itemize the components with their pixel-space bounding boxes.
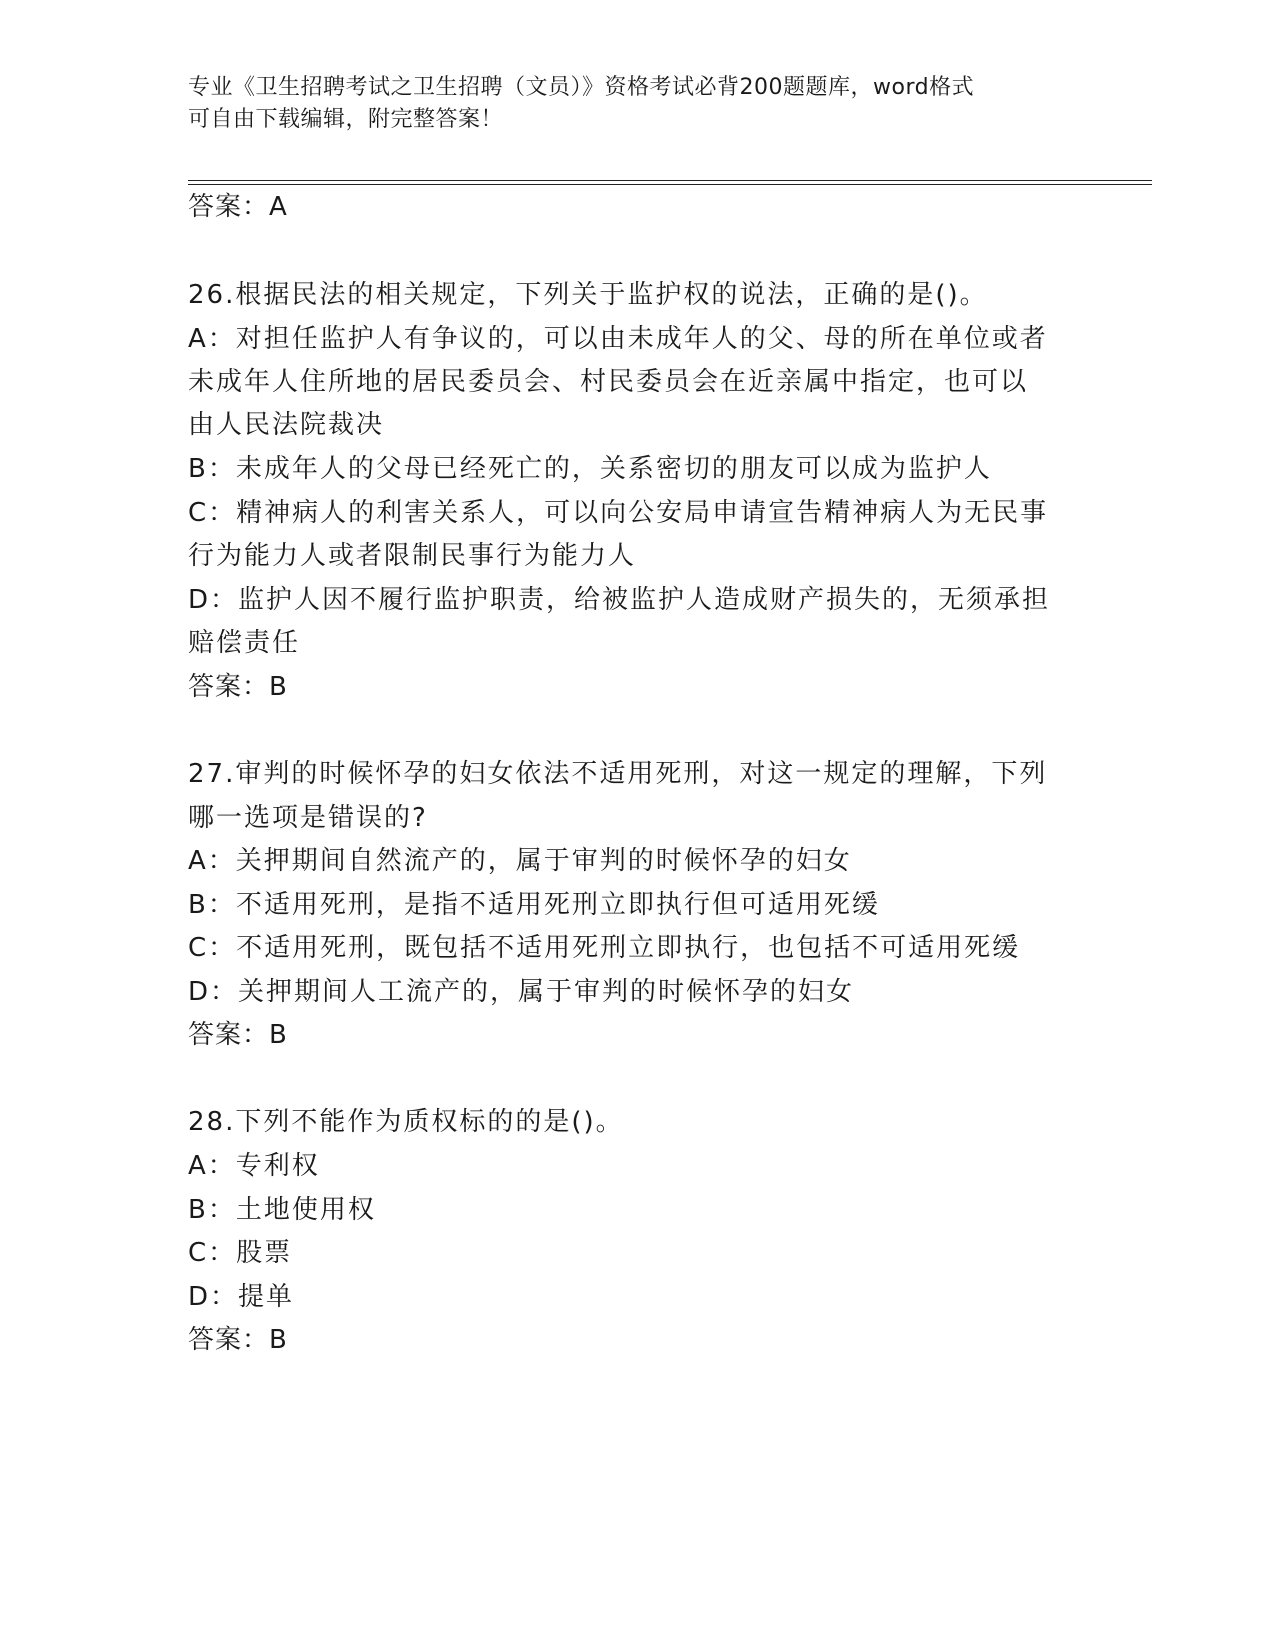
question-26-option-d: D：监护人因不履行监护职责，给被监护人造成财产损失的，无须承担	[188, 585, 1051, 615]
previous-answer: 答案：A	[188, 192, 288, 222]
header-line-2: 可自由下载编辑，附完整答案！	[188, 107, 504, 132]
question-27-stem: 27.审判的时候怀孕的妇女依法不适用死刑，对这一规定的理解，下列	[188, 759, 1048, 789]
question-26-option-c: C：精神病人的利害关系人，可以向公安局申请宣告精神病人为无民事	[188, 498, 1049, 528]
question-27-answer: 答案：B	[188, 1020, 288, 1050]
question-27-option-c: C：不适用死刑，既包括不适用死刑立即执行，也包括不可适用死缓	[188, 933, 1021, 963]
question-26-option-a: A：对担任监护人有争议的，可以由未成年人的父、母的所在单位或者	[188, 324, 1048, 354]
header-line-1: 专业《卫生招聘考试之卫生招聘（文员）》资格考试必背200题题库，word格式	[188, 75, 975, 100]
question-28-option-c: C：股票	[188, 1238, 293, 1268]
question-26-option-c-cont: 行为能力人或者限制民事行为能力人	[188, 541, 637, 571]
question-27-option-b: B：不适用死刑，是指不适用死刑立即执行但可适用死缓	[188, 890, 880, 920]
question-27-stem-cont: 哪一选项是错误的?	[188, 803, 428, 833]
question-26-option-a-cont2: 由人民法院裁决	[188, 410, 385, 440]
question-27-option-a: A：关押期间自然流产的，属于审判的时候怀孕的妇女	[188, 846, 852, 876]
question-28-option-a: A：专利权	[188, 1151, 320, 1181]
question-26-option-d-cont: 赔偿责任	[188, 628, 301, 658]
header-rule-bottom	[188, 184, 1152, 185]
question-28-option-d: D：提单	[188, 1282, 295, 1312]
header-rule-top	[188, 180, 1152, 181]
question-26-option-a-cont: 未成年人住所地的居民委员会、村民委员会在近亲属中指定，也可以	[188, 367, 1029, 397]
question-26-answer: 答案：B	[188, 672, 288, 702]
question-26-stem: 26.根据民法的相关规定，下列关于监护权的说法，正确的是()。	[188, 280, 988, 310]
document-header	[188, 72, 1088, 136]
question-28-option-b: B：土地使用权	[188, 1195, 376, 1225]
question-28-stem: 28.下列不能作为质权标的的是()。	[188, 1107, 624, 1137]
question-26-option-b: B：未成年人的父母已经死亡的，关系密切的朋友可以成为监护人	[188, 454, 992, 484]
question-28-answer: 答案：B	[188, 1325, 288, 1355]
question-27-option-d: D：关押期间人工流产的，属于审判的时候怀孕的妇女	[188, 977, 855, 1007]
